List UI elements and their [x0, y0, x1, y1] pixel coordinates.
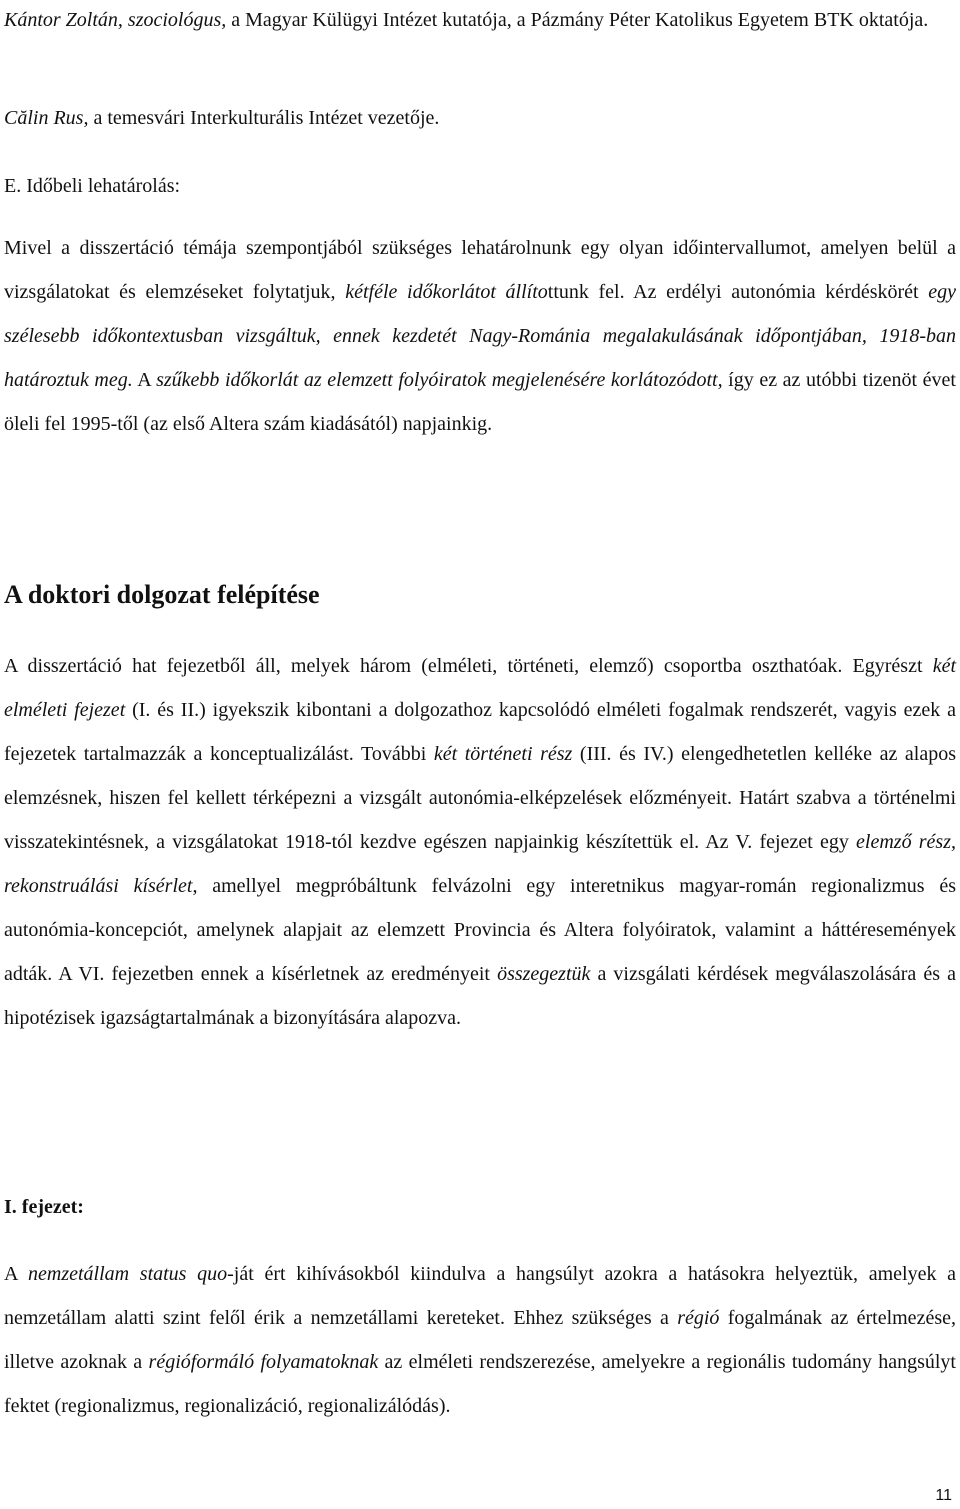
section-e-paragraph: [4, 226, 956, 446]
text-run: az elméleti rendszerezése, amelyekre a regionális tudomány hangsúlyt fektet (regionalizmus, regionalizáció, regionalizálódás).: [4, 1351, 956, 1417]
section-e-heading: E. Időbeli lehatárolás:: [4, 175, 181, 197]
text-run: , amellyel megpróbáltunk felvázolni egy interetnikus magyar-román regionalizmus és autonómia-koncepciót, amelynek alapjait az elemzett Provincia és Altera folyóiratok, valamint a háttéresemények adták. A VI. fejezetben ennek a kísérletnek az eredményeit: [4, 875, 956, 985]
chapter1-heading: I. fejezet:: [4, 1196, 84, 1218]
text-run-italic: két elméleti fejezet: [4, 655, 956, 721]
text-run: -ját ért kihívásokból kiindulva a hangsúlyt azokra a hatásokra helyeztük, amelyek a nemzetállam alatti szint felől érik a nemzetállami kereteket. Ehhez szükséges a: [4, 1263, 956, 1329]
text-run: (I. és II.) igyekszik kibontani a dolgozathoz kapcsolódó elméleti fogalmak rendszerét, vagyis ezek a fejezetek tartalmazzák a konceptualizálást. További: [4, 699, 956, 765]
text-run: ttunk fel. Az erdélyi autonómia kérdéskörét: [547, 281, 929, 303]
text-run: (III. és IV.) elengedhetetlen kelléke az alapos elemzésnek, hiszen fel kellett térképezni a vizsgált autonómia-elképzelések előzményeit. Határt szabva a történelmi visszatekintésnek, a vizsgálatokat 1918-tól kezdve egészen napjainkig készítettük el. Az V. fejezet egy: [4, 743, 956, 853]
text-run: Mivel a disszertáció témája szempontjából szükséges lehatárolnunk egy olyan időintervallumot, amelyen belül a vizsgálatokat és elemzéseket folytatjuk,: [4, 237, 956, 303]
kantor-name: Kántor Zoltán, szociológus,: [4, 9, 227, 31]
text-run-italic: elemző rész, rekonstruálási kísérlet: [4, 831, 956, 897]
text-run-italic: két történeti rész: [433, 743, 573, 765]
chapter1-paragraph: [4, 1252, 956, 1428]
structure-heading: A doktori dolgozat felépítése: [4, 580, 320, 609]
text-run: A: [4, 1263, 29, 1285]
text-run-italic: egy szélesebb időkontextusban vizsgáltuk, ennek kezdetét Nagy-Románia megalakulásának időpontjában, 1918-ban határoztuk meg.: [4, 281, 957, 391]
rus-name: Călin Rus,: [4, 107, 89, 129]
text-run: fogalmának az értelmezése, illetve azoknak a: [4, 1307, 956, 1373]
text-run-italic: kétféle időkorlátot állíto: [345, 281, 548, 303]
intro-kantor: [4, 0, 956, 40]
text-run-italic: nemzetállam status quo: [28, 1263, 228, 1285]
text-run: A disszertáció hat fejezetből áll, melyek három (elméleti, történeti, elemző) csoportba oszthatóak. Egyrészt: [4, 655, 933, 677]
structure-paragraph: [4, 644, 956, 1040]
text-run: a vizsgálati kérdések megválaszolására és a hipotézisek igazságtartalmának a bizonyítására alapozva.: [4, 963, 956, 1029]
intro-rus: [4, 96, 956, 140]
text-run-italic: szűkebb időkorlát az elemzett folyóiratok megjelenésére korlátozódott,: [156, 369, 723, 391]
text-run-italic: régióformáló folyamatoknak: [148, 1351, 379, 1373]
page-number: 11: [935, 1487, 952, 1504]
kantor-description: a Magyar Külügyi Intézet kutatója, a Pázmány Péter Katolikus Egyetem BTK oktatója.: [226, 9, 929, 31]
text-run: A: [132, 369, 157, 391]
text-run-italic: régió: [677, 1307, 720, 1329]
rus-description: a temesvári Interkulturális Intézet vezetője.: [88, 107, 440, 129]
text-run: így ez az utóbbi tizenöt évet öleli fel 1995-től (az első Altera szám kiadásától) napjainkig.: [4, 369, 956, 435]
text-run-italic: összegeztük: [497, 963, 591, 985]
